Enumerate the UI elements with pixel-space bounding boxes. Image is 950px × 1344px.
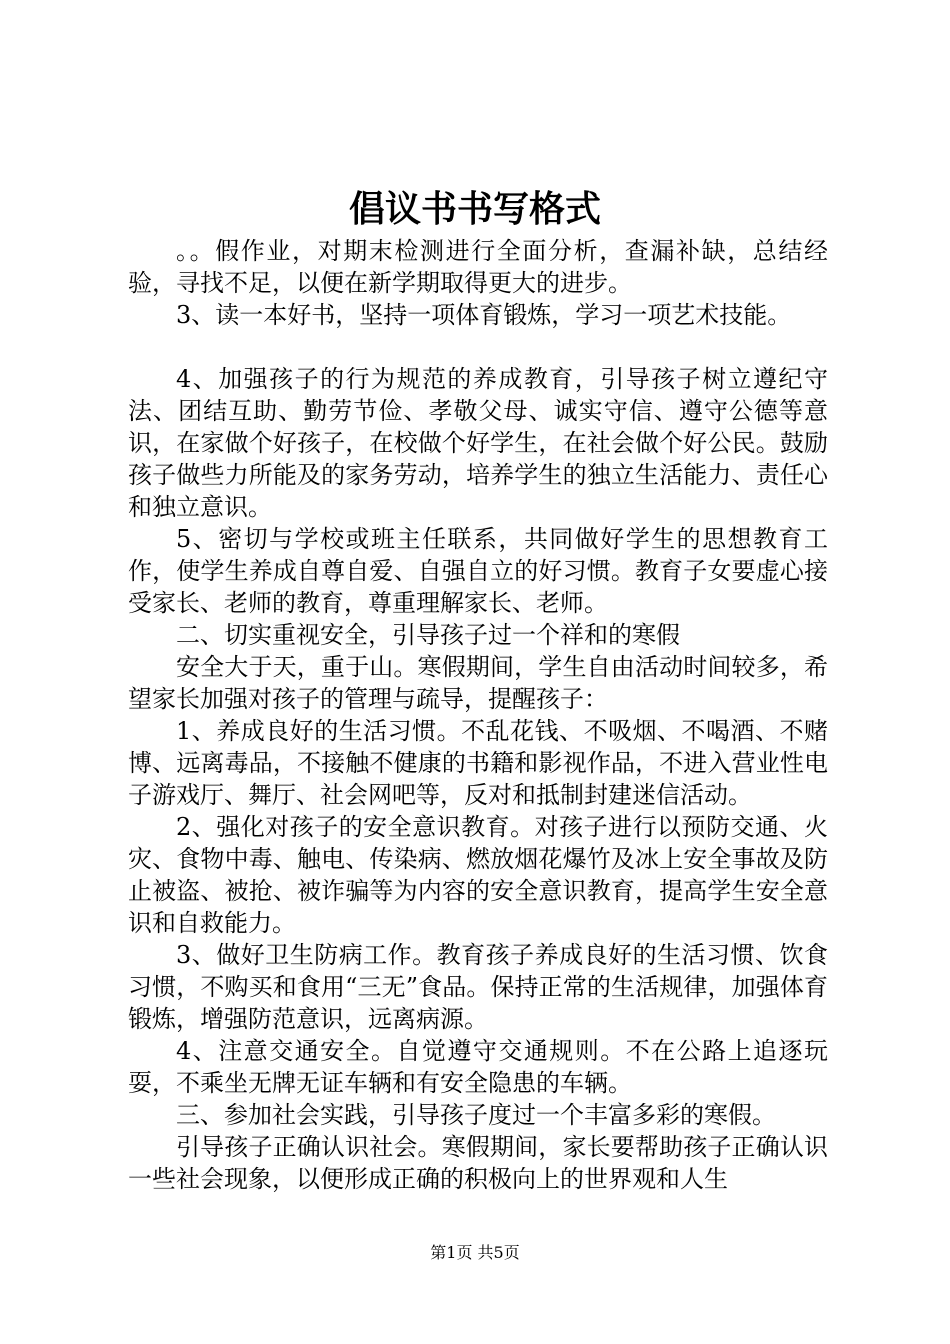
paragraph: 。。假作业，对期末检测进行全面分析，查漏补缺，总结经验，寻找不足，以便在新学期取得更大的进步。 xyxy=(128,237,828,297)
paragraph: 1、养成良好的生活习惯。不乱花钱、不吸烟、不喝酒、不赌博、远离毒品，不接触不健康的书籍和影视作品，不进入营业性电子游戏厅、舞厅、社会网吧等，反对和抵制封建迷信活动。 xyxy=(128,717,828,809)
section-heading: 三、参加社会实践，引导孩子度过一个丰富多彩的寒假。 xyxy=(176,1101,776,1129)
paragraph: 4、注意交通安全。自觉遵守交通规则。不在公路上追逐玩耍，不乘坐无牌无证车辆和有安全隐患的车辆。 xyxy=(128,1037,828,1097)
paragraph: 4、加强孩子的行为规范的养成教育，引导孩子树立遵纪守法、团结互助、勤劳节俭、孝敬父母、诚实守信、遵守公德等意识，在家做个好孩子，在校做个好学生，在社会做个好公民。鼓励孩子做些力所能及的家务劳动，培养学生的独立生活能力、责任心和独立意识。 xyxy=(128,365,828,521)
paragraph: 5、密切与学校或班主任联系，共同做好学生的思想教育工作，使学生养成自尊自爱、自强自立的好习惯。教育子女要虚心接受家长、老师的教育，尊重理解家长、老师。 xyxy=(128,525,828,617)
section-heading: 二、切实重视安全，引导孩子过一个祥和的寒假 xyxy=(176,621,680,649)
document-body xyxy=(128,235,828,1195)
paragraph: 安全大于天，重于山。寒假期间，学生自由活动时间较多，希望家长加强对孩子的管理与疏导，提醒孩子： xyxy=(128,653,828,713)
paragraph: 2、强化对孩子的安全意识教育。对孩子进行以预防交通、火灾、食物中毒、触电、传染病、燃放烟花爆竹及冰上安全事故及防止被盗、被抢、被诈骗等为内容的安全意识教育，提高学生安全意识和自救能力。 xyxy=(128,813,828,937)
page-footer: 第1页 共5页 xyxy=(430,1243,520,1262)
paragraph: 引导孩子正确认识社会。寒假期间，家长要帮助孩子正确认识一些社会现象，以便形成正确的积极向上的世界观和人生 xyxy=(128,1133,828,1193)
document-title: 倡议书书写格式 xyxy=(348,188,601,230)
paragraph: 3、读一本好书，坚持一项体育锻炼，学习一项艺术技能。 xyxy=(176,301,792,329)
paragraph: 3、做好卫生防病工作。教育孩子养成良好的生活习惯、饮食习惯，不购买和食用“三无”食品。保持正常的生活规律，加强体育锻炼，增强防范意识，远离病源。 xyxy=(128,941,828,1033)
